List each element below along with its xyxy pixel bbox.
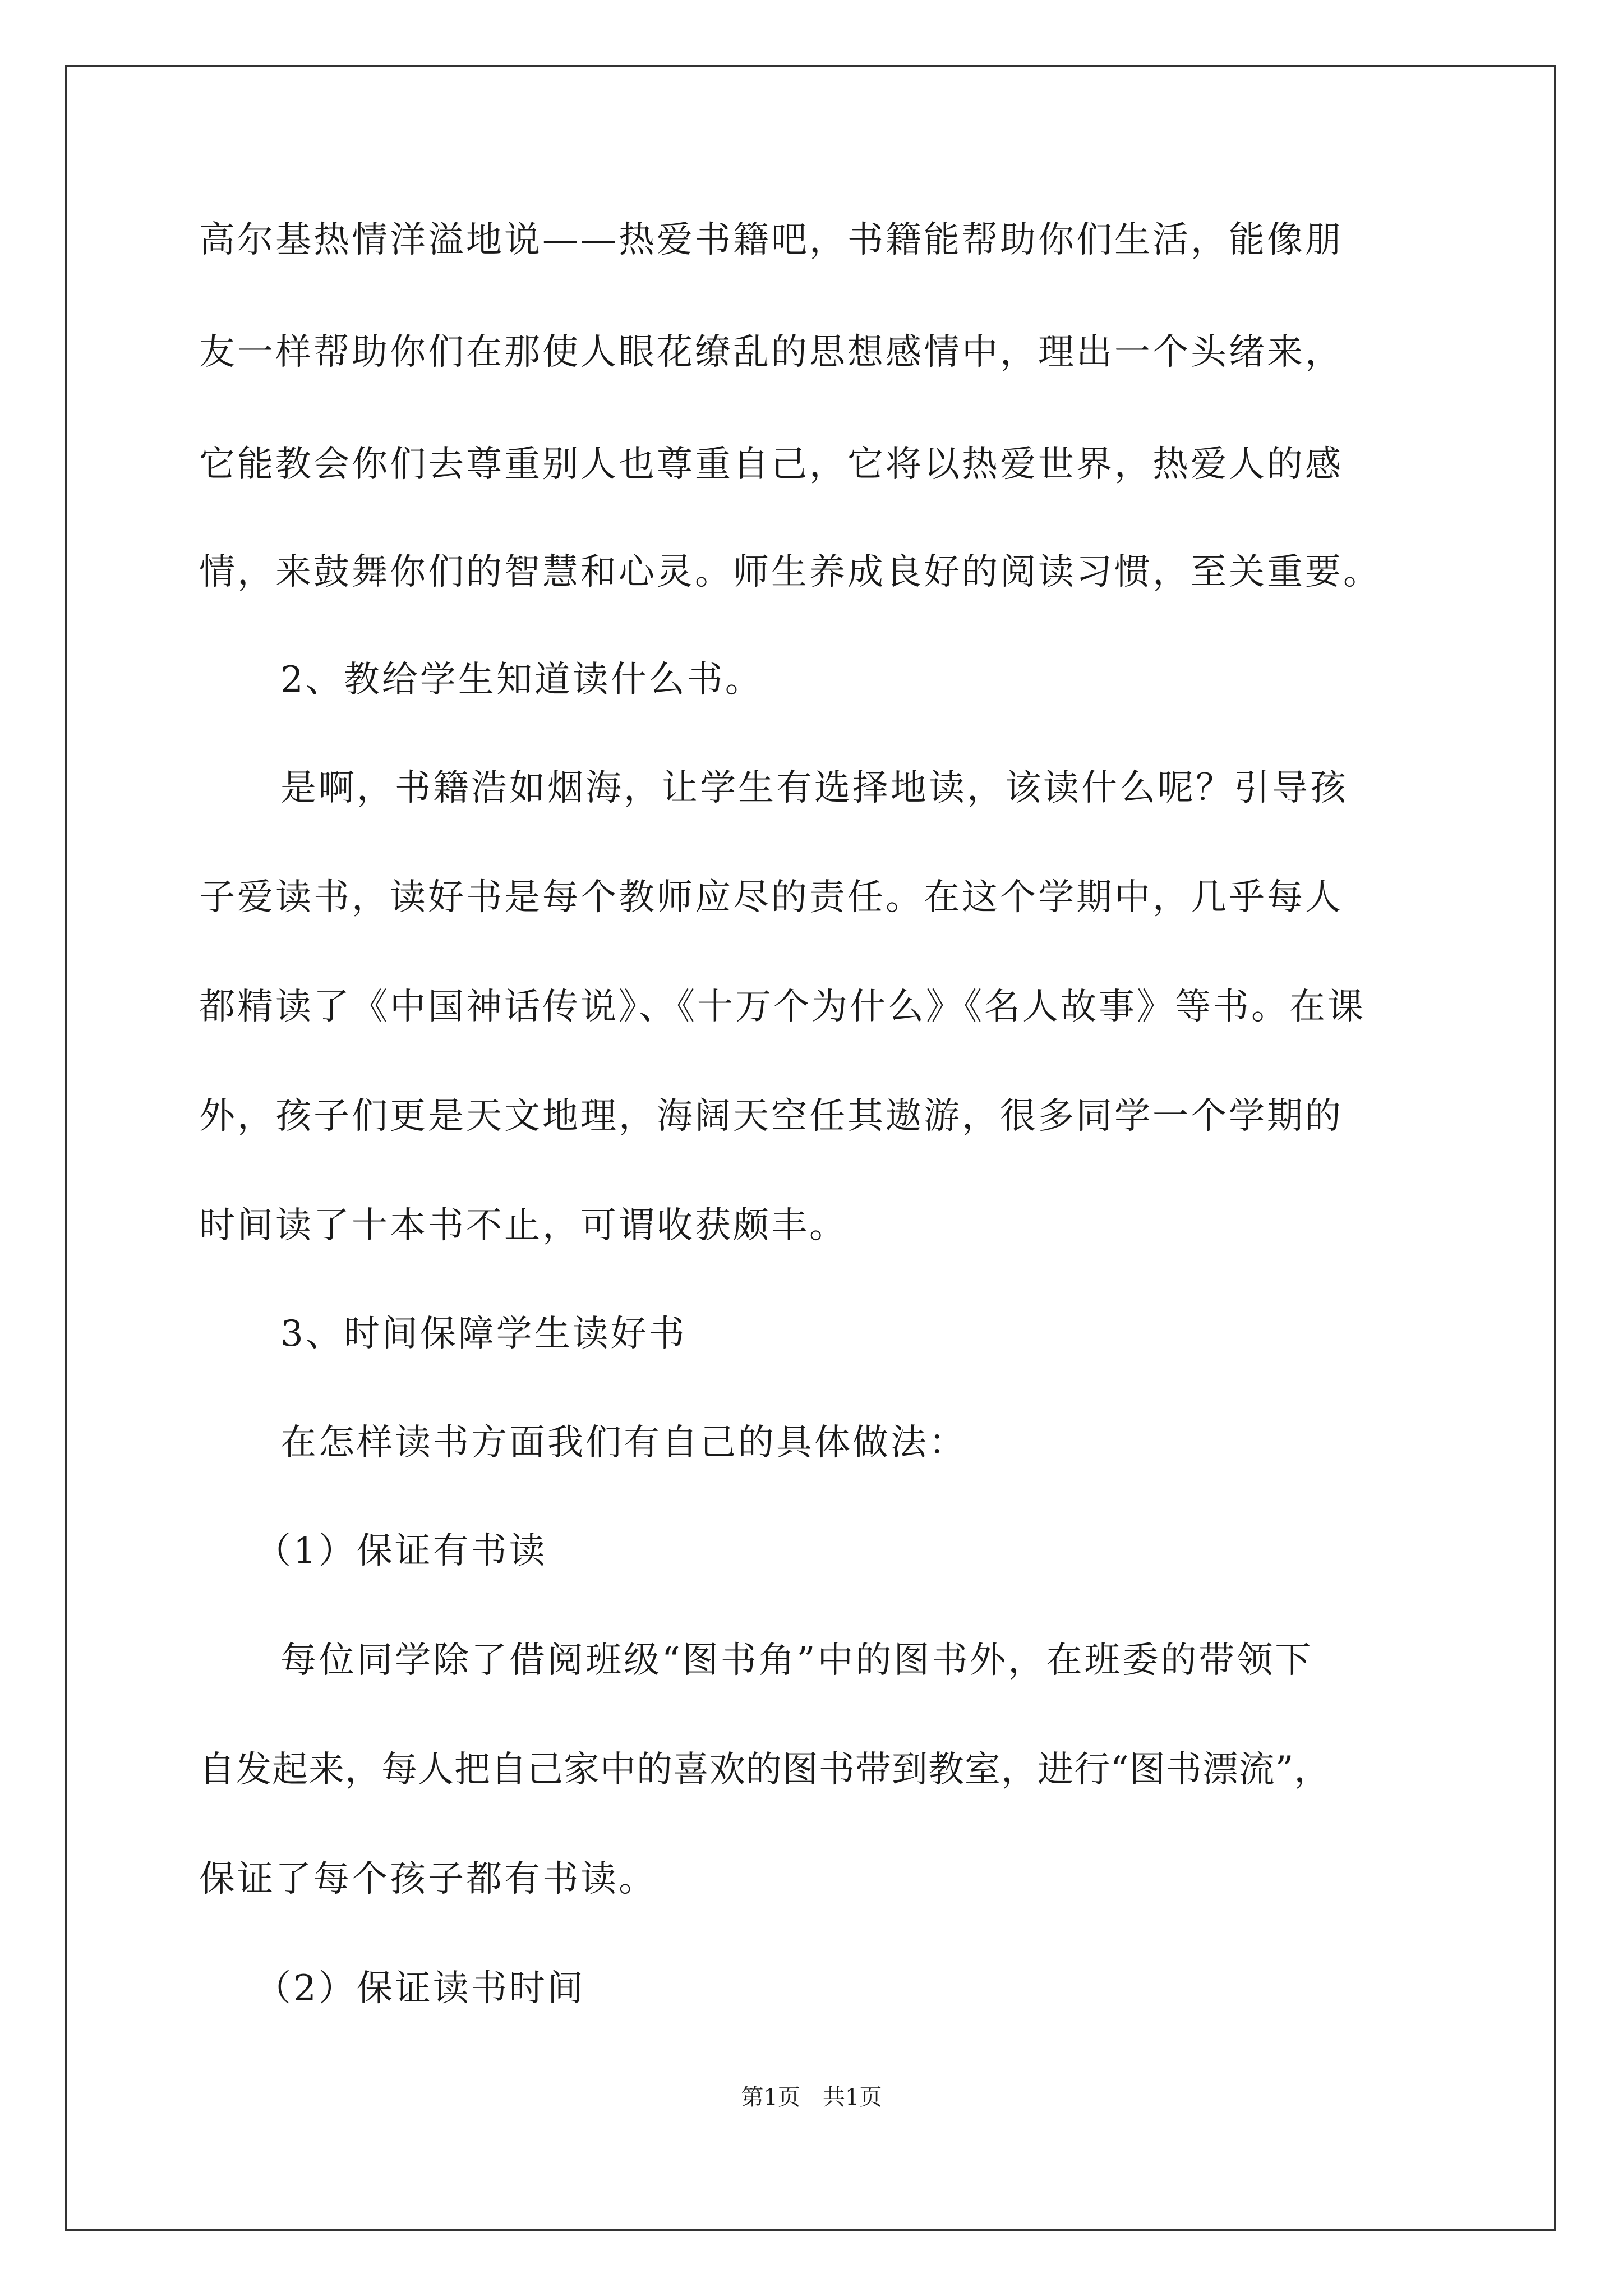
paragraph-line: 保证了每个孩子都有书读。 (199, 1858, 657, 1900)
paragraph-line: 情，来鼓舞你们的智慧和心灵。师生养成良好的阅读习惯，至关重要。 (199, 551, 1381, 593)
paragraph-line: 是啊，书籍浩如烟海，让学生有选择地读，该读什么呢？引导孩 (280, 767, 1348, 809)
sub-heading: （1）保证有书读 (255, 1530, 547, 1572)
paragraph-line: 它能教会你们去尊重别人也尊重自己，它将以热爱世界，热爱人的感 (199, 444, 1343, 485)
section-heading: 2、教给学生知道读什么书。 (280, 659, 763, 701)
paragraph-line: 时间读了十本书不止，可谓收获颇丰。 (199, 1205, 847, 1246)
paragraph-line: 友一样帮助你们在那使人眼花缭乱的思想感情中，理出一个头绪来， (199, 332, 1343, 373)
paragraph-line: 在怎样读书方面我们有自己的具体做法： (280, 1422, 967, 1464)
paragraph-line: 外，孩子们更是天文地理，海阔天空任其遨游，很多同学一个学期的 (199, 1096, 1343, 1137)
page-border (65, 65, 1556, 2231)
paragraph-line: 子爱读书，读好书是每个教师应尽的责任。在这个学期中，几乎每人 (199, 877, 1343, 918)
paragraph-line: 自发起来，每人把自己家中的喜欢的图书带到教室，进行“图书漂流”， (199, 1749, 1331, 1791)
sub-heading: （2）保证读书时间 (255, 1968, 585, 2009)
section-heading: 3、时间保障学生读好书 (280, 1313, 687, 1355)
paragraph-line: 都精读了《中国神话传说》、《十万个为什么》《名人故事》等书。在课 (199, 986, 1366, 1028)
paragraph-line: 每位同学除了借阅班级“图书角”中的图书外，在班委的带领下 (280, 1640, 1313, 1681)
paragraph-line: 高尔基热情洋溢地说——热爱书籍吧，书籍能帮助你们生活，能像朋 (199, 219, 1343, 261)
page-footer: 第1页 共1页 (741, 2085, 882, 2110)
